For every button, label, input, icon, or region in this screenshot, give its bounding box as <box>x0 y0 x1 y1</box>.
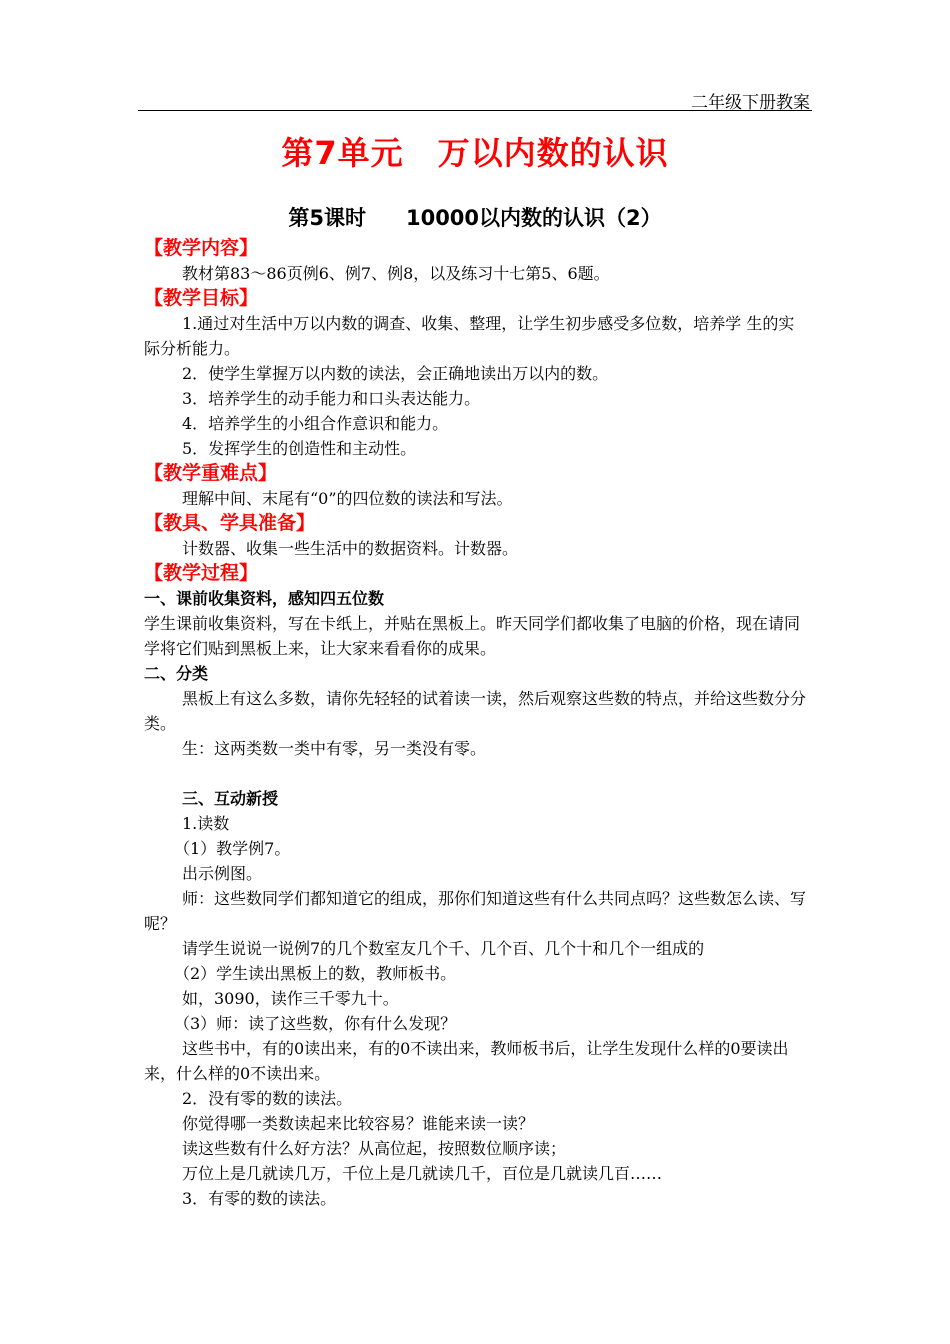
process-line: 读这些数有什么好方法？从高位起，按照数位顺序读； <box>182 1139 567 1158</box>
process-line: 1.读数 <box>182 814 230 833</box>
goal-item: 1.通过对生活中万以内数的调查、收集、整理，让学生初步感受多位数，培养学 生的实际分析能力。 <box>144 314 795 358</box>
document-body <box>144 236 808 1211</box>
process-line: 师：这些数同学们都知道它的组成，那你们知道这些有什么共同点吗？这些数怎么读、写呢？ <box>144 889 807 933</box>
process-line: （2）学生读出黑板上的数，教师板书。 <box>174 964 457 983</box>
unit-title-topic: 万以内数的认识 <box>437 134 669 172</box>
process-line: （3）师：读了这些数，你有什么发现？ <box>174 1014 457 1033</box>
step1-text: 学生课前收集资料，写在卡纸上，并贴在黑板上。昨天同学们都收集了电脑的价格，现在请同学将它们贴到黑板上来，让大家来看看你的成果。 <box>144 614 801 658</box>
section-heading-content: 【教学内容】 <box>144 237 259 259</box>
step2-text: 生：这两类数一类中有零，另一类没有零。 <box>182 739 487 758</box>
tools-text: 计数器、收集一些生活中的数据资料。计数器。 <box>182 539 519 558</box>
step2-text: 黑板上有这么多数，请你先轻轻的试着读一读，然后观察这些数的特点，并给这些数分分类。 <box>144 689 807 733</box>
header-title: 二年级下册教案 <box>691 93 810 113</box>
section-heading-key-points: 【教学重难点】 <box>144 462 278 484</box>
unit-title-number: 第7单元 <box>281 134 404 172</box>
section-heading-process: 【教学过程】 <box>144 562 259 584</box>
step2-title: 二、分类 <box>144 664 209 683</box>
process-line: 3．有零的数的读法。 <box>182 1189 337 1208</box>
step1-title: 一、课前收集资料，感知四五位数 <box>144 589 385 608</box>
lesson-topic: 10000以内数的认识（2） <box>405 206 662 230</box>
lesson-number: 第5课时 <box>288 206 366 230</box>
content-text: 教材第83～86页例6、例7、例8，以及练习十七第5、6题。 <box>182 264 610 283</box>
process-line: 万位上是几就读几万，千位上是几就读几千，百位是几就读几百…… <box>182 1164 663 1183</box>
process-line: 如，3090，读作三千零九十。 <box>182 989 399 1008</box>
process-line: 出示例图。 <box>182 864 263 883</box>
goal-item: 5．发挥学生的创造性和主动性。 <box>182 439 417 458</box>
header-divider <box>138 110 812 111</box>
goal-item: 2．使学生掌握万以内数的读法，会正确地读出万以内的数。 <box>182 364 609 383</box>
goal-item: 3．培养学生的动手能力和口头表达能力。 <box>182 389 481 408</box>
goal-item: 4．培养学生的小组合作意识和能力。 <box>182 414 449 433</box>
unit-title <box>0 128 950 174</box>
process-line: 你觉得哪一类数读起来比较容易？谁能来读一读？ <box>182 1114 535 1133</box>
section-heading-tools: 【教具、学具准备】 <box>144 512 316 534</box>
process-line: （1）教学例7。 <box>174 839 291 858</box>
lesson-title <box>0 202 950 232</box>
process-line: 2．没有零的数的读法。 <box>182 1089 353 1108</box>
process-line: 请学生说说一说例7的几个数室友几个千、几个百、几个十和几个一组成的 <box>182 939 705 958</box>
process-line: 这些书中，有的0读出来，有的0不读出来，教师板书后，让学生发现什么样的0要读出来，什么样的0不读出来。 <box>144 1039 789 1083</box>
key-points-text: 理解中间、末尾有“0”的四位数的读法和写法。 <box>182 489 513 508</box>
step3-title: 三、互动新授 <box>182 789 279 808</box>
section-heading-goals: 【教学目标】 <box>144 287 259 309</box>
